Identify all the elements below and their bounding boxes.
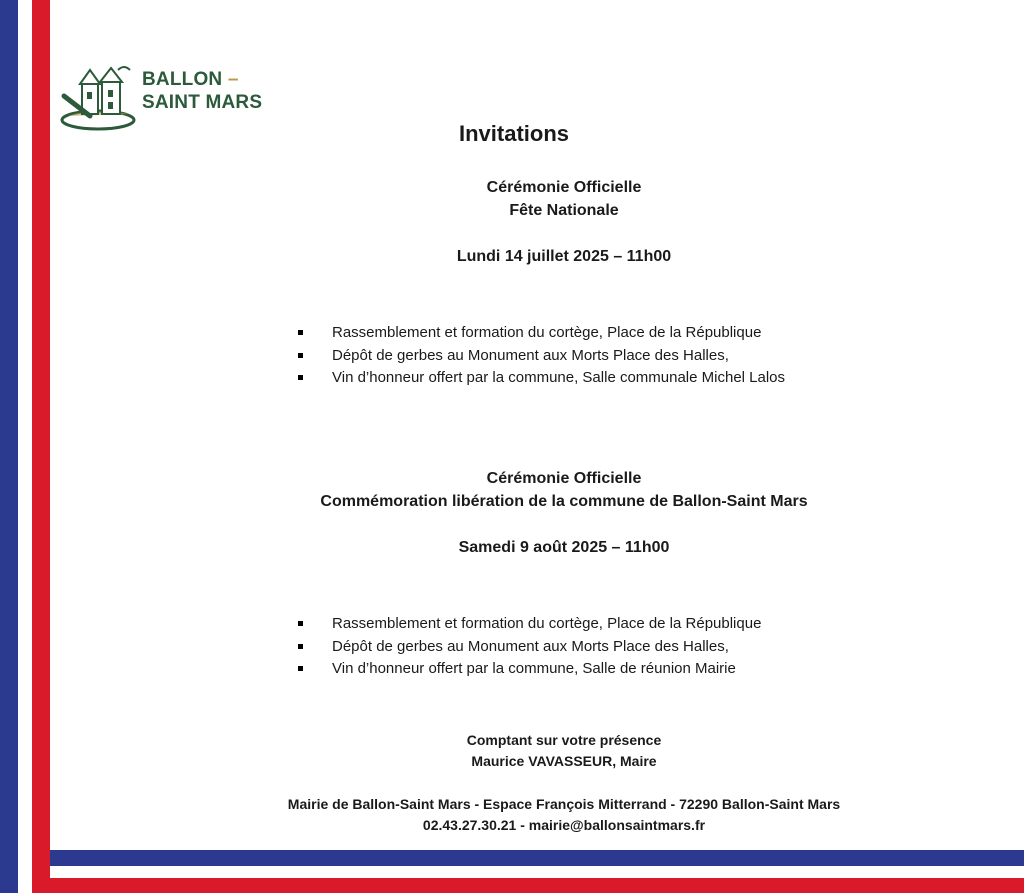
footer-address: Mairie de Ballon-Saint Mars - Espace François Mitterrand - 72290 Ballon-Saint Mars [287, 796, 841, 812]
bottom-white-stripe [50, 866, 1024, 878]
list-item: Rassemblement et formation du cortège, Place de la République [296, 613, 761, 636]
page-title: Invitations [458, 121, 569, 146]
ceremony2-program-list [296, 613, 761, 681]
list-item: Vin d’honneur offert par la commune, Salle de réunion Mairie [296, 658, 761, 681]
ceremony2-date: Samedi 9 août 2025 – 11h00 [458, 539, 670, 556]
ceremony1-program-list [296, 322, 785, 390]
ceremony2-heading1: Cérémonie Officielle [486, 470, 642, 487]
ceremony1-heading1: Cérémonie Officielle [486, 179, 642, 196]
closing-line1: Comptant sur votre présence [466, 732, 662, 748]
footer-contact: 02.43.27.30.21 - mairie@ballonsaintmars.fr [422, 817, 706, 833]
list-item: Dépôt de gerbes au Monument aux Morts Place des Halles, [296, 345, 785, 368]
mayor-signature-line: Maurice VAVASSEUR, Maire [471, 753, 657, 769]
logo-wordmark [142, 68, 262, 114]
ceremony1-heading [0, 176, 1024, 222]
ceremony1-date: Lundi 14 juillet 2025 – 11h00 [456, 248, 672, 265]
logo-line1: BALLON [142, 69, 223, 90]
list-item: Dépôt de gerbes au Monument aux Morts Place des Halles, [296, 636, 761, 659]
footer-block [0, 794, 1024, 836]
closing-block [0, 730, 1024, 772]
logo-dash: – [227, 69, 239, 90]
bottom-red-stripe [50, 878, 1024, 893]
ceremony1-heading2: Fête Nationale [509, 202, 619, 219]
list-item: Vin d’honneur offert par la commune, Salle communale Michel Lalos [296, 367, 785, 390]
bottom-blue-stripe [50, 850, 1024, 866]
list-item: Rassemblement et formation du cortège, Place de la République [296, 322, 785, 345]
ceremony2-heading [0, 467, 1024, 513]
logo-line2: SAINT MARS [142, 92, 263, 113]
ceremony2-heading2: Commémoration libération de la commune de Ballon-Saint Mars [320, 493, 808, 510]
